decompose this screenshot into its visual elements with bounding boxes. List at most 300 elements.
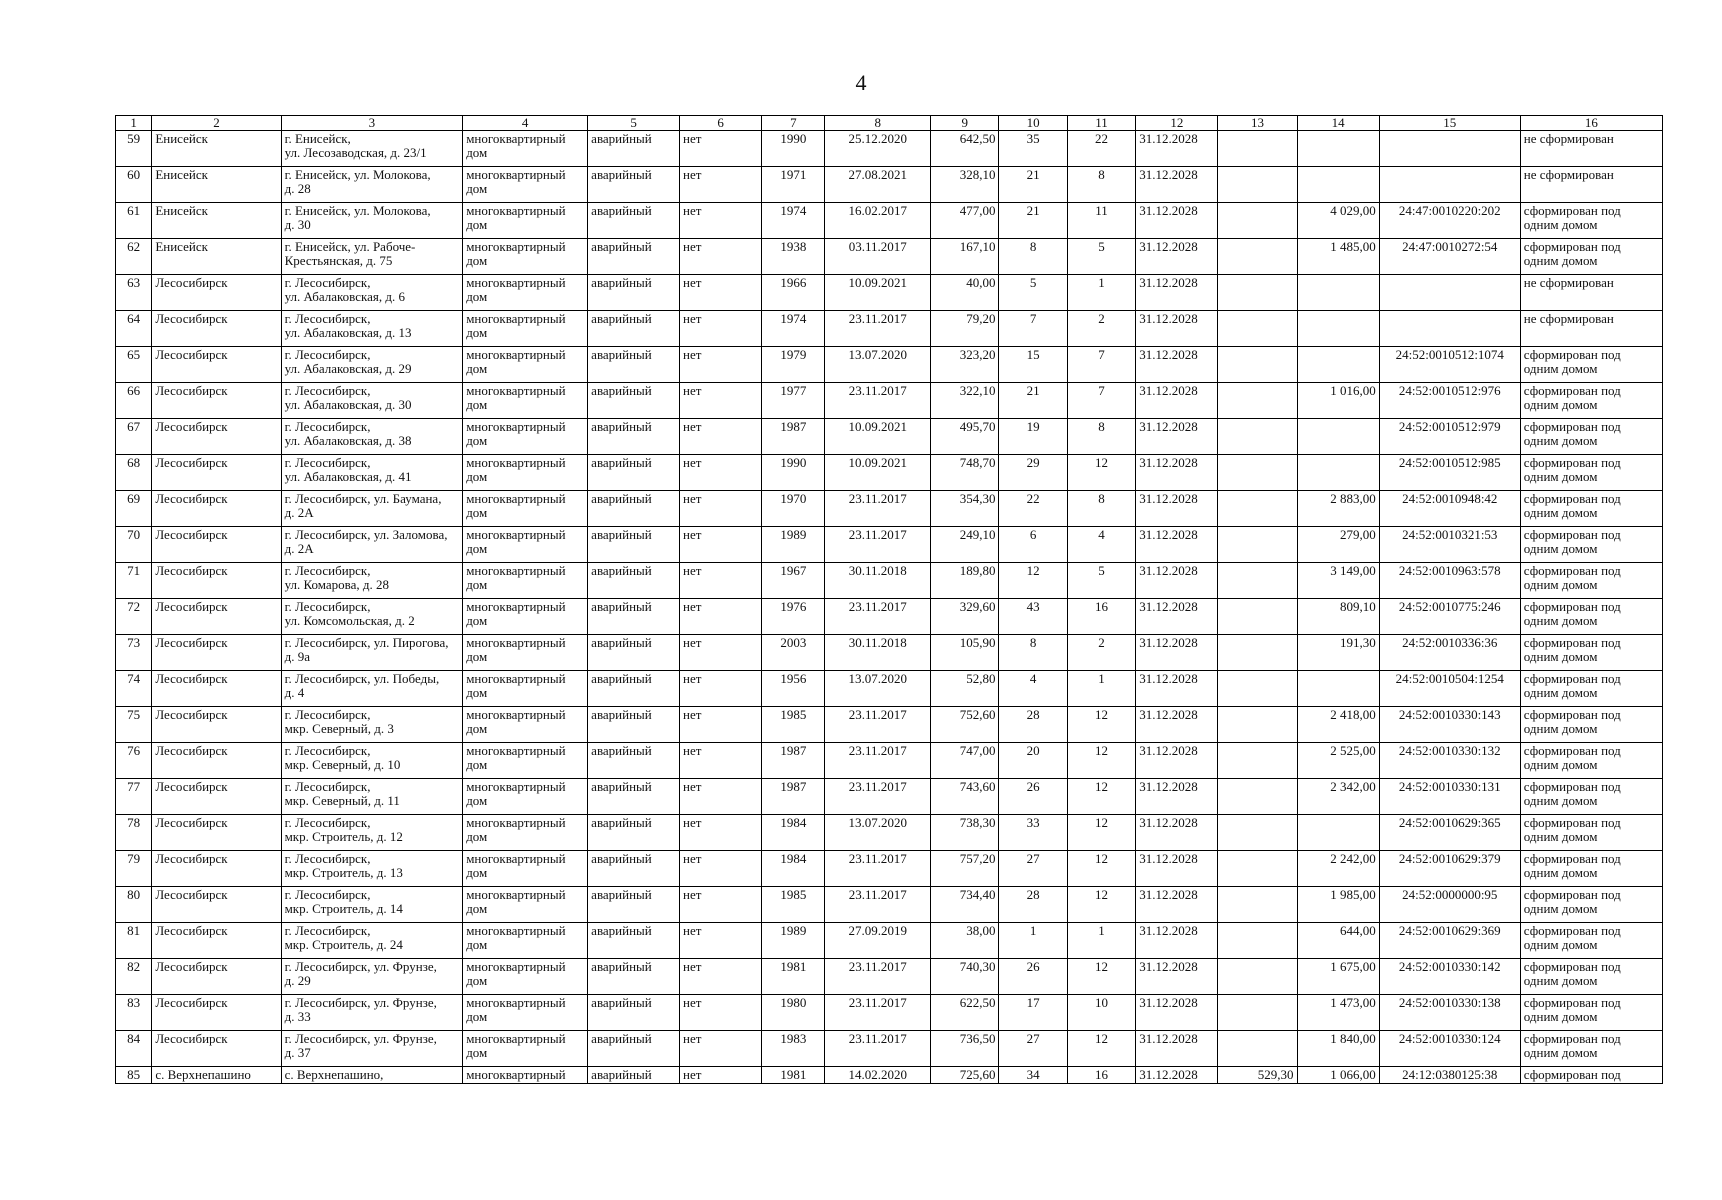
address-cell: [281, 563, 463, 599]
land-status-cell: [1520, 851, 1662, 887]
cadastral-number-cell: 24:52:0010629:365: [1379, 815, 1520, 851]
locality-cell: Енисейск: [152, 131, 281, 167]
table-row: [116, 167, 1663, 203]
land-status-cell-line: сформирован под: [1523, 851, 1621, 866]
column-6-cell: нет: [680, 923, 762, 959]
condition-cell: аварийный: [588, 599, 680, 635]
cadastral-number-cell: [1379, 167, 1520, 203]
cadastral-number-cell: 24:52:0010336:36: [1379, 635, 1520, 671]
date-cell: 10.09.2021: [825, 275, 931, 311]
address-cell: [281, 815, 463, 851]
column-13-cell: [1218, 671, 1297, 707]
cadastral-number-cell: [1379, 131, 1520, 167]
building-type-cell-line: дом: [466, 541, 488, 556]
column-13-cell: [1218, 743, 1297, 779]
cadastral-number-cell: 24:52:0010321:53: [1379, 527, 1520, 563]
row-number-cell: 78: [116, 815, 152, 851]
date-cell: 23.11.2017: [825, 311, 931, 347]
year-cell: 1979: [762, 347, 825, 383]
condition-cell: аварийный: [588, 167, 680, 203]
land-area-cell: 2 418,00: [1297, 707, 1379, 743]
building-type-cell-line: дом: [466, 685, 488, 700]
address-cell-line: мкр. Строитель, д. 12: [284, 829, 403, 844]
building-type-cell-line: дом: [466, 757, 488, 772]
land-status-cell: [1520, 311, 1662, 347]
address-cell-line: ул. Абалаковская, д. 13: [284, 325, 412, 340]
row-number-cell: 77: [116, 779, 152, 815]
address-cell-line: г. Лесосибирск, ул. Победы,: [284, 671, 440, 686]
column-13-cell: [1218, 887, 1297, 923]
column-10-cell: 5: [999, 275, 1067, 311]
land-area-cell: [1297, 167, 1379, 203]
date-cell: 23.11.2017: [825, 887, 931, 923]
cadastral-number-cell: 24:52:0010330:143: [1379, 707, 1520, 743]
row-number-cell: 70: [116, 527, 152, 563]
cadastral-number-cell: 24:52:0010512:976: [1379, 383, 1520, 419]
condition-cell: аварийный: [588, 923, 680, 959]
locality-cell: Лесосибирск: [152, 743, 281, 779]
building-type-cell: [463, 203, 588, 239]
land-status-cell-line: одним домом: [1523, 649, 1598, 664]
area-cell: 167,10: [931, 239, 999, 275]
column-11-cell: 10: [1067, 995, 1135, 1031]
land-area-cell: [1297, 419, 1379, 455]
date-cell: 23.11.2017: [825, 527, 931, 563]
cadastral-number-cell: 24:52:0010629:369: [1379, 923, 1520, 959]
housing-table-container: [115, 115, 1663, 1084]
row-number-cell: 59: [116, 131, 152, 167]
address-cell-line: г. Лесосибирск,: [284, 275, 371, 290]
address-cell-line: ул. Лесозаводская, д. 23/1: [284, 145, 427, 160]
address-cell: [281, 311, 463, 347]
deadline-cell: 31.12.2028: [1136, 275, 1218, 311]
area-cell: 747,00: [931, 743, 999, 779]
land-status-cell: [1520, 887, 1662, 923]
locality-cell: Енисейск: [152, 167, 281, 203]
land-status-cell: [1520, 419, 1662, 455]
cadastral-number-cell: 24:52:0010330:138: [1379, 995, 1520, 1031]
land-status-cell-line: сформирован под: [1523, 887, 1621, 902]
address-cell-line: с. Верхнепашино,: [284, 1067, 384, 1082]
year-cell: 1967: [762, 563, 825, 599]
land-status-cell: [1520, 455, 1662, 491]
land-status-cell-line: сформирован под: [1523, 635, 1621, 650]
year-cell: 1980: [762, 995, 825, 1031]
deadline-cell: 31.12.2028: [1136, 635, 1218, 671]
year-cell: 1981: [762, 1067, 825, 1084]
column-10-cell: 21: [999, 203, 1067, 239]
land-status-cell-line: одним домом: [1523, 469, 1598, 484]
condition-cell: аварийный: [588, 275, 680, 311]
year-cell: 1966: [762, 275, 825, 311]
year-cell: 1971: [762, 167, 825, 203]
row-number-cell: 64: [116, 311, 152, 347]
condition-cell: аварийный: [588, 779, 680, 815]
year-cell: 1981: [762, 959, 825, 995]
year-cell: 1974: [762, 311, 825, 347]
address-cell-line: мкр. Северный, д. 3: [284, 721, 394, 736]
building-type-cell-line: дом: [466, 217, 488, 232]
address-cell-line: д. 37: [284, 1045, 311, 1060]
deadline-cell: 31.12.2028: [1136, 599, 1218, 635]
building-type-cell-line: дом: [466, 361, 488, 376]
date-cell: 27.08.2021: [825, 167, 931, 203]
locality-cell: Лесосибирск: [152, 275, 281, 311]
address-cell-line: г. Лесосибирск,: [284, 851, 371, 866]
column-11-cell: 11: [1067, 203, 1135, 239]
building-type-cell-line: многоквартирный: [466, 491, 566, 506]
land-status-cell: [1520, 347, 1662, 383]
address-cell: [281, 383, 463, 419]
deadline-cell: 31.12.2028: [1136, 1031, 1218, 1067]
building-type-cell: [463, 599, 588, 635]
building-type-cell: [463, 923, 588, 959]
land-area-cell: 1 016,00: [1297, 383, 1379, 419]
date-cell: 25.12.2020: [825, 131, 931, 167]
column-number-row: [116, 116, 1663, 131]
building-type-cell: [463, 851, 588, 887]
column-header-11: 11: [1067, 116, 1135, 131]
condition-cell: аварийный: [588, 635, 680, 671]
land-status-cell-line: одним домом: [1523, 541, 1598, 556]
deadline-cell: 31.12.2028: [1136, 779, 1218, 815]
column-11-cell: 12: [1067, 743, 1135, 779]
table-row: [116, 455, 1663, 491]
date-cell: 10.09.2021: [825, 419, 931, 455]
locality-cell: Лесосибирск: [152, 383, 281, 419]
column-10-cell: 12: [999, 563, 1067, 599]
column-11-cell: 16: [1067, 1067, 1135, 1084]
condition-cell: аварийный: [588, 131, 680, 167]
locality-cell: Лесосибирск: [152, 851, 281, 887]
year-cell: 1984: [762, 815, 825, 851]
date-cell: 23.11.2017: [825, 743, 931, 779]
land-status-cell-line: одним домом: [1523, 937, 1598, 952]
land-status-cell: [1520, 995, 1662, 1031]
building-type-cell: [463, 311, 588, 347]
cadastral-number-cell: 24:52:0010512:1074: [1379, 347, 1520, 383]
column-10-cell: 28: [999, 887, 1067, 923]
locality-cell: Лесосибирск: [152, 1031, 281, 1067]
address-cell-line: г. Лесосибирск, ул. Заломова,: [284, 527, 448, 542]
column-10-cell: 29: [999, 455, 1067, 491]
address-cell-line: г. Лесосибирск,: [284, 419, 371, 434]
address-cell-line: д. 2А: [284, 541, 314, 556]
column-13-cell: [1218, 815, 1297, 851]
address-cell-line: г. Лесосибирск,: [284, 347, 371, 362]
building-type-cell-line: дом: [466, 937, 488, 952]
row-number-cell: 85: [116, 1067, 152, 1084]
column-header-1: 1: [116, 116, 152, 131]
area-cell: 736,50: [931, 1031, 999, 1067]
building-type-cell-line: дом: [466, 181, 488, 196]
building-type-cell-line: многоквартирный: [466, 995, 566, 1010]
locality-cell: Лесосибирск: [152, 599, 281, 635]
cadastral-number-cell: 24:47:0010220:202: [1379, 203, 1520, 239]
land-area-cell: [1297, 347, 1379, 383]
address-cell-line: д. 28: [284, 181, 311, 196]
column-13-cell: [1218, 923, 1297, 959]
area-cell: 725,60: [931, 1067, 999, 1084]
area-cell: 249,10: [931, 527, 999, 563]
land-area-cell: 1 840,00: [1297, 1031, 1379, 1067]
area-cell: 622,50: [931, 995, 999, 1031]
table-row: [116, 527, 1663, 563]
column-11-cell: 4: [1067, 527, 1135, 563]
address-cell-line: г. Лесосибирск, ул. Фрунзе,: [284, 959, 437, 974]
column-header-5: 5: [588, 116, 680, 131]
building-type-cell-line: многоквартирный: [466, 275, 566, 290]
land-area-cell: 2 525,00: [1297, 743, 1379, 779]
area-cell: 738,30: [931, 815, 999, 851]
column-11-cell: 12: [1067, 779, 1135, 815]
locality-cell: Лесосибирск: [152, 959, 281, 995]
condition-cell: аварийный: [588, 671, 680, 707]
cadastral-number-cell: 24:52:0010330:142: [1379, 959, 1520, 995]
date-cell: 13.07.2020: [825, 815, 931, 851]
area-cell: 40,00: [931, 275, 999, 311]
land-status-cell: [1520, 707, 1662, 743]
column-6-cell: нет: [680, 599, 762, 635]
row-number-cell: 73: [116, 635, 152, 671]
column-6-cell: нет: [680, 815, 762, 851]
row-number-cell: 62: [116, 239, 152, 275]
land-status-cell: [1520, 671, 1662, 707]
deadline-cell: 31.12.2028: [1136, 455, 1218, 491]
address-cell-line: г. Лесосибирск,: [284, 311, 371, 326]
column-10-cell: 26: [999, 959, 1067, 995]
address-cell-line: Крестьянская, д. 75: [284, 253, 393, 268]
building-type-cell-line: дом: [466, 793, 488, 808]
land-status-cell-line: одним домом: [1523, 433, 1598, 448]
building-type-cell-line: многоквартирный: [466, 383, 566, 398]
address-cell-line: г. Лесосибирск, ул. Пирогова,: [284, 635, 449, 650]
building-type-cell-line: многоквартирный: [466, 203, 566, 218]
date-cell: 23.11.2017: [825, 959, 931, 995]
building-type-cell-line: дом: [466, 253, 488, 268]
column-11-cell: 1: [1067, 671, 1135, 707]
building-type-cell-line: многоквартирный: [466, 1031, 566, 1046]
row-number-cell: 65: [116, 347, 152, 383]
building-type-cell: [463, 419, 588, 455]
land-status-cell-line: сформирован под: [1523, 383, 1621, 398]
building-type-cell-line: многоквартирный: [466, 347, 566, 362]
cadastral-number-cell: 24:52:0010629:379: [1379, 851, 1520, 887]
land-area-cell: [1297, 815, 1379, 851]
column-6-cell: нет: [680, 707, 762, 743]
year-cell: 1938: [762, 239, 825, 275]
land-area-cell: 3 149,00: [1297, 563, 1379, 599]
building-type-cell: [463, 887, 588, 923]
table-row: [116, 851, 1663, 887]
building-type-cell-line: дом: [466, 829, 488, 844]
row-number-cell: 72: [116, 599, 152, 635]
locality-cell: Лесосибирск: [152, 347, 281, 383]
address-cell-line: г. Лесосибирск,: [284, 923, 371, 938]
area-cell: 734,40: [931, 887, 999, 923]
land-status-cell-line: сформирован под: [1523, 1067, 1621, 1082]
table-row: [116, 347, 1663, 383]
locality-cell: Лесосибирск: [152, 563, 281, 599]
building-type-cell: [463, 167, 588, 203]
date-cell: 23.11.2017: [825, 491, 931, 527]
building-type-cell: [463, 563, 588, 599]
cadastral-number-cell: 24:12:0380125:38: [1379, 1067, 1520, 1084]
deadline-cell: 31.12.2028: [1136, 383, 1218, 419]
area-cell: 79,20: [931, 311, 999, 347]
address-cell: [281, 707, 463, 743]
cadastral-number-cell: [1379, 311, 1520, 347]
locality-cell: Лесосибирск: [152, 419, 281, 455]
deadline-cell: 31.12.2028: [1136, 995, 1218, 1031]
column-11-cell: 8: [1067, 419, 1135, 455]
land-area-cell: [1297, 131, 1379, 167]
table-row: [116, 743, 1663, 779]
row-number-cell: 80: [116, 887, 152, 923]
column-6-cell: нет: [680, 995, 762, 1031]
address-cell: [281, 779, 463, 815]
row-number-cell: 60: [116, 167, 152, 203]
deadline-cell: 31.12.2028: [1136, 887, 1218, 923]
building-type-cell-line: многоквартирный: [466, 743, 566, 758]
locality-cell: Лесосибирск: [152, 815, 281, 851]
land-area-cell: [1297, 671, 1379, 707]
land-area-cell: 279,00: [1297, 527, 1379, 563]
land-status-cell: [1520, 599, 1662, 635]
column-11-cell: 5: [1067, 563, 1135, 599]
column-10-cell: 21: [999, 383, 1067, 419]
address-cell-line: г. Лесосибирск,: [284, 707, 371, 722]
condition-cell: аварийный: [588, 347, 680, 383]
building-type-cell: [463, 1031, 588, 1067]
condition-cell: аварийный: [588, 383, 680, 419]
cadastral-number-cell: 24:52:0000000:95: [1379, 887, 1520, 923]
building-type-cell: [463, 383, 588, 419]
column-6-cell: нет: [680, 455, 762, 491]
address-cell-line: мкр. Северный, д. 10: [284, 757, 401, 772]
building-type-cell-line: многоквартирный: [466, 635, 566, 650]
land-status-cell-line: не сформирован: [1523, 131, 1614, 146]
table-row: [116, 563, 1663, 599]
column-13-cell: 529,30: [1218, 1067, 1297, 1084]
address-cell-line: г. Лесосибирск,: [284, 743, 371, 758]
land-status-cell-line: одним домом: [1523, 577, 1598, 592]
address-cell-line: д. 30: [284, 217, 311, 232]
building-type-cell-line: многоквартирный: [466, 959, 566, 974]
land-area-cell: 191,30: [1297, 635, 1379, 671]
building-type-cell-line: многоквартирный: [466, 851, 566, 866]
land-status-cell-line: одним домом: [1523, 973, 1598, 988]
year-cell: 2003: [762, 635, 825, 671]
column-6-cell: нет: [680, 275, 762, 311]
land-status-cell-line: одним домом: [1523, 397, 1598, 412]
column-11-cell: 22: [1067, 131, 1135, 167]
condition-cell: аварийный: [588, 1067, 680, 1084]
area-cell: 495,70: [931, 419, 999, 455]
address-cell-line: г. Лесосибирск,: [284, 779, 371, 794]
building-type-cell: [463, 131, 588, 167]
land-area-cell: 4 029,00: [1297, 203, 1379, 239]
year-cell: 1956: [762, 671, 825, 707]
column-header-6: 6: [680, 116, 762, 131]
land-status-cell: [1520, 383, 1662, 419]
land-status-cell-line: не сформирован: [1523, 275, 1614, 290]
land-status-cell-line: одним домом: [1523, 613, 1598, 628]
column-13-cell: [1218, 455, 1297, 491]
column-6-cell: нет: [680, 131, 762, 167]
column-6-cell: нет: [680, 311, 762, 347]
column-10-cell: 43: [999, 599, 1067, 635]
row-number-cell: 82: [116, 959, 152, 995]
building-type-cell-line: дом: [466, 433, 488, 448]
column-10-cell: 19: [999, 419, 1067, 455]
table-row: [116, 1031, 1663, 1067]
building-type-cell: [463, 527, 588, 563]
land-status-cell-line: сформирован под: [1523, 923, 1621, 938]
building-type-cell: [463, 959, 588, 995]
table-row: [116, 419, 1663, 455]
deadline-cell: 31.12.2028: [1136, 239, 1218, 275]
table-row: [116, 1067, 1663, 1084]
column-13-cell: [1218, 527, 1297, 563]
cadastral-number-cell: [1379, 275, 1520, 311]
address-cell: [281, 203, 463, 239]
date-cell: 03.11.2017: [825, 239, 931, 275]
locality-cell: Лесосибирск: [152, 995, 281, 1031]
housing-table: [115, 115, 1663, 1084]
column-header-7: 7: [762, 116, 825, 131]
deadline-cell: 31.12.2028: [1136, 851, 1218, 887]
address-cell: [281, 1067, 463, 1084]
building-type-cell-line: многоквартирный: [466, 455, 566, 470]
address-cell-line: д. 2А: [284, 505, 314, 520]
address-cell: [281, 635, 463, 671]
building-type-cell-line: дом: [466, 1045, 488, 1060]
building-type-cell-line: многоквартирный: [466, 311, 566, 326]
address-cell-line: г. Лесосибирск, ул. Фрунзе,: [284, 1031, 437, 1046]
address-cell: [281, 599, 463, 635]
area-cell: 642,50: [931, 131, 999, 167]
condition-cell: аварийный: [588, 959, 680, 995]
column-6-cell: нет: [680, 959, 762, 995]
column-13-cell: [1218, 203, 1297, 239]
column-11-cell: 12: [1067, 851, 1135, 887]
building-type-cell-line: дом: [466, 289, 488, 304]
condition-cell: аварийный: [588, 491, 680, 527]
deadline-cell: 31.12.2028: [1136, 923, 1218, 959]
locality-cell: Енисейск: [152, 239, 281, 275]
locality-cell: Лесосибирск: [152, 491, 281, 527]
address-cell: [281, 131, 463, 167]
cadastral-number-cell: 24:52:0010963:578: [1379, 563, 1520, 599]
land-area-cell: 1 473,00: [1297, 995, 1379, 1031]
year-cell: 1985: [762, 887, 825, 923]
column-6-cell: нет: [680, 563, 762, 599]
row-number-cell: 76: [116, 743, 152, 779]
date-cell: 30.11.2018: [825, 563, 931, 599]
land-status-cell-line: сформирован под: [1523, 779, 1621, 794]
building-type-cell: [463, 347, 588, 383]
address-cell: [281, 347, 463, 383]
cadastral-number-cell: 24:52:0010330:132: [1379, 743, 1520, 779]
column-10-cell: 28: [999, 707, 1067, 743]
land-area-cell: 2 342,00: [1297, 779, 1379, 815]
column-13-cell: [1218, 239, 1297, 275]
column-11-cell: 12: [1067, 815, 1135, 851]
year-cell: 1989: [762, 923, 825, 959]
table-row: [116, 311, 1663, 347]
cadastral-number-cell: 24:52:0010948:42: [1379, 491, 1520, 527]
